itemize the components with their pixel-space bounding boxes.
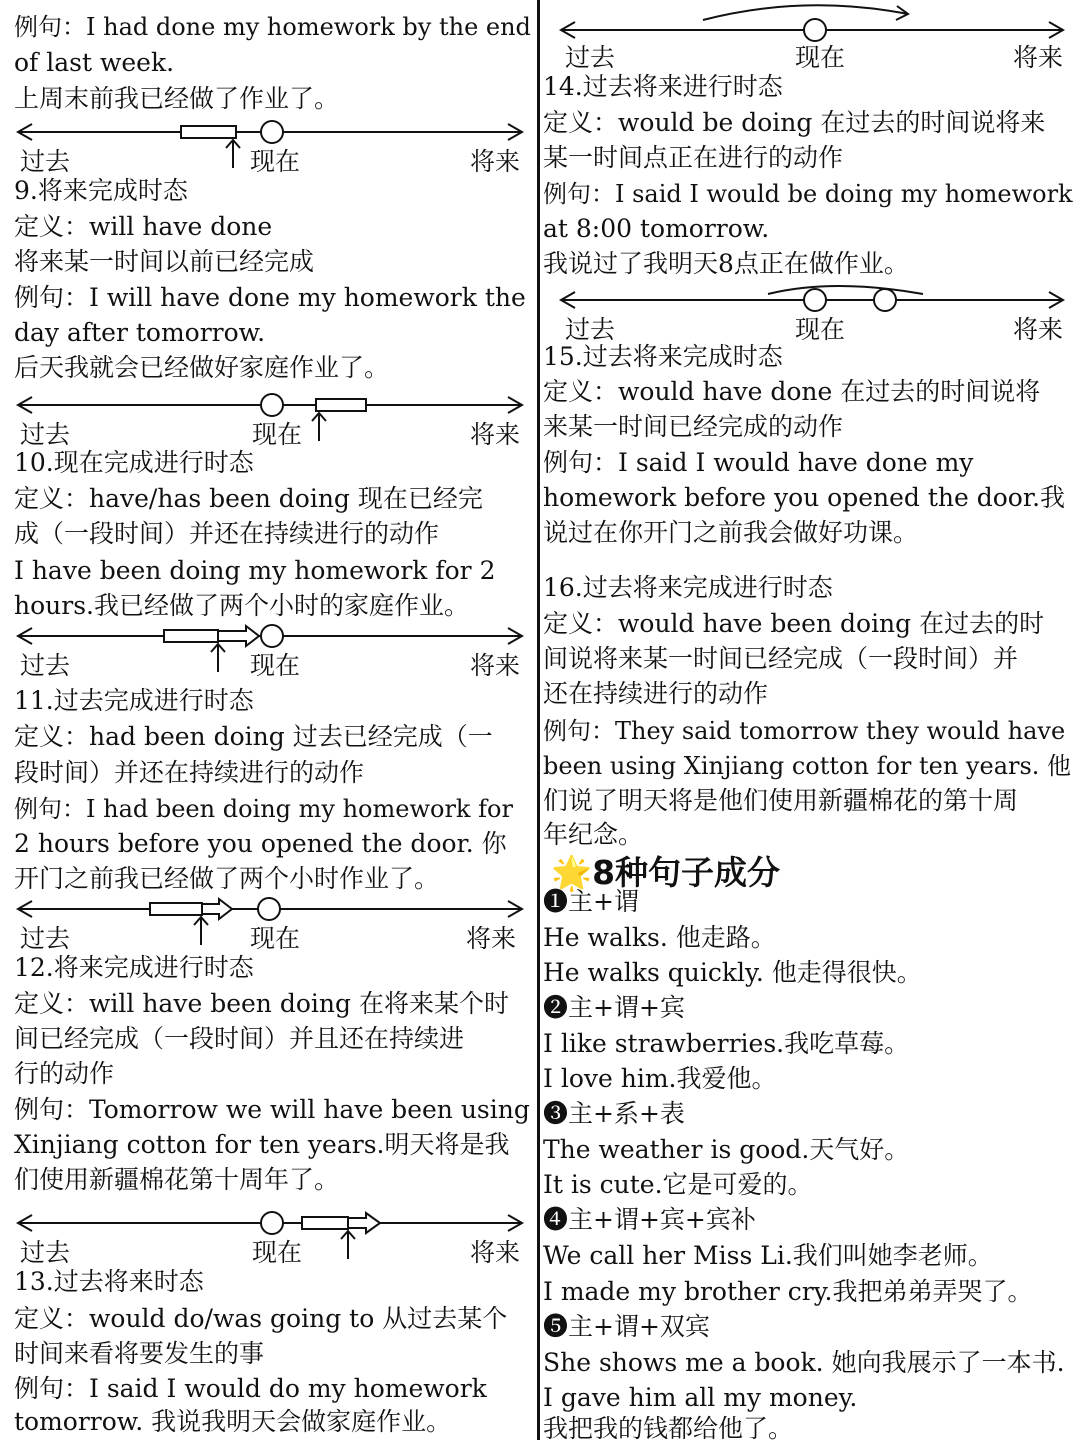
section-title: 16.过去将来完成进行时态 — [543, 573, 833, 602]
section-title: 13.过去将来时态 — [14, 1267, 204, 1296]
definition-line: 段时间）并还在持续进行的动作 — [14, 758, 365, 787]
definition-line: 定义：have/has been doing 现在已经完 — [14, 484, 483, 513]
translation-line: 后天我就会已经做好家庭作业了。 — [14, 353, 390, 382]
pattern-example: I gave him all my money. — [543, 1383, 858, 1412]
definition-line: 定义：had been doing 过去已经完成（一 — [14, 722, 493, 751]
translation-line: 说过在你开门之前我会做好功课。 — [543, 518, 919, 547]
timeline-present-perfect-continuous — [14, 620, 529, 690]
definition-line: 定义：would do/was going to 从过去某个 — [14, 1304, 508, 1333]
example-line: 2 hours before you opened the door. 你 — [14, 829, 507, 858]
timeline-past-future — [543, 0, 1064, 76]
example-line: hours.我已经做了两个小时的家庭作业。 — [14, 591, 469, 620]
pattern-title: ❷主+谓+宾 — [543, 993, 685, 1022]
timeline-label-future: 将来 — [470, 420, 521, 449]
example-line: 例句：I will have done my homework the — [14, 283, 526, 312]
timeline-label-future: 将来 — [1013, 315, 1064, 344]
column-divider — [537, 0, 540, 1440]
definition-line: 成（一段时间）并还在持续进行的动作 — [14, 519, 440, 548]
example-line: 例句：I said I would do my homework — [14, 1374, 487, 1403]
pattern-example: He walks quickly. 他走得很快。 — [543, 958, 922, 987]
translation-line: 们说了明天将是他们使用新疆棉花的第十周 — [543, 786, 1019, 815]
section-title: 12.将来完成进行时态 — [14, 953, 254, 982]
timeline-label-past: 过去 — [565, 43, 616, 72]
timeline-label-past: 过去 — [20, 1238, 71, 1267]
example-line: 例句：I had been doing my homework for — [14, 795, 513, 823]
example-line: homework before you opened the door.我 — [543, 483, 1066, 512]
definition-line: 定义：will have done — [14, 212, 273, 241]
section-title: 15.过去将来完成时态 — [543, 342, 783, 371]
definition-line: 将来某一时间以前已经完成 — [14, 247, 315, 276]
definition-line: 某一时间点正在进行的动作 — [543, 143, 844, 172]
pattern-example: 我把我的钱都给他了。 — [543, 1414, 794, 1443]
timeline-label-past: 过去 — [20, 147, 71, 176]
pattern-example: The weather is good.天气好。 — [543, 1135, 910, 1164]
translation-line: 上周末前我已经做了作业了。 — [14, 84, 340, 113]
example-line: Xinjiang cotton for ten years.明天将是我 — [14, 1130, 510, 1159]
timeline-label-present: 现在 — [250, 651, 301, 680]
timeline-label-past: 过去 — [565, 315, 616, 344]
translation-line: 开门之前我已经做了两个小时作业了。 — [14, 864, 440, 893]
translation-line: 年纪念。 — [543, 820, 644, 849]
timeline-label-future: 将来 — [466, 924, 517, 953]
example-line: 例句：I had done my homework by the end — [14, 13, 531, 41]
definition-line: 还在持续进行的动作 — [543, 679, 769, 708]
timeline-label-future: 将来 — [1013, 43, 1064, 72]
timeline-label-future: 将来 — [470, 147, 521, 176]
example-line: 例句：Tomorrow we will have been using — [14, 1095, 530, 1124]
timeline-past-future-continuous — [543, 276, 1064, 348]
example-line: day after tomorrow. — [14, 318, 266, 347]
pattern-example: He walks. 他走路。 — [543, 923, 776, 952]
timeline-label-present: 现在 — [250, 924, 301, 953]
section-title: 14.过去将来进行时态 — [543, 72, 783, 101]
pattern-title: ❹主+谓+宾+宾补 — [543, 1205, 756, 1234]
timeline-label-future: 将来 — [470, 651, 521, 680]
definition-line: 定义：would have done 在过去的时间说将 — [543, 377, 1041, 406]
pattern-title: ❸主+系+表 — [543, 1099, 685, 1128]
pattern-example: She shows me a book. 她向我展示了一本书. — [543, 1348, 1065, 1377]
timeline-label-present: 现在 — [252, 1238, 303, 1267]
heading-text: 8种句子成分 — [592, 853, 781, 892]
definition-line: 定义：would have been doing 在过去的时 — [543, 609, 1045, 638]
definition-line: 来某一时间已经完成的动作 — [543, 412, 844, 441]
timeline-label-present: 现在 — [250, 147, 301, 176]
definition-line: 时间来看将要发生的事 — [14, 1339, 265, 1368]
star-icon: 🌟 — [551, 853, 593, 892]
pattern-title: ❺主+谓+双宾 — [543, 1312, 710, 1341]
definition-line: 定义：would be doing 在过去的时间说将来 — [543, 108, 1046, 137]
timeline-label-present: 现在 — [252, 420, 303, 449]
timeline-label-past: 过去 — [20, 651, 71, 680]
example-line: tomorrow. 我说我明天会做家庭作业。 — [14, 1407, 452, 1436]
pattern-example: I like strawberries.我吃草莓。 — [543, 1029, 910, 1058]
pattern-example: I made my brother cry.我把弟弟弄哭了。 — [543, 1277, 1033, 1306]
timeline-label-past: 过去 — [20, 924, 71, 953]
pattern-example: It is cute.它是可爱的。 — [543, 1170, 813, 1199]
definition-line: 行的动作 — [14, 1059, 115, 1088]
example-line: at 8:00 tomorrow. — [543, 214, 770, 243]
timeline-label-future: 将来 — [470, 1238, 521, 1267]
pattern-title: ❶主+谓 — [543, 887, 639, 916]
definition-line: 间说将来某一时间已经完成（一段时间）并 — [543, 644, 1019, 673]
definition-line: 定义：will have been doing 在将来某个时 — [14, 989, 509, 1018]
timeline-label-present: 现在 — [795, 315, 846, 344]
translation-line: 们使用新疆棉花第十周年了。 — [14, 1165, 340, 1194]
translation-line: 我说过了我明天8点正在做作业。 — [543, 249, 909, 278]
pattern-example: We call her Miss Li.我们叫她李老师。 — [543, 1241, 993, 1270]
section-title: 9.将来完成时态 — [14, 176, 188, 205]
example-line: I have been doing my homework for 2 — [14, 556, 496, 585]
section-title: 11.过去完成进行时态 — [14, 686, 254, 715]
timeline-label-past: 过去 — [20, 420, 71, 449]
example-line: 例句：They said tomorrow they would have — [543, 717, 1066, 745]
example-line: been using Xinjiang cotton for ten years. 他 — [543, 752, 1072, 780]
section-title: 10.现在完成进行时态 — [14, 448, 254, 477]
pattern-example: I love him.我爱他。 — [543, 1064, 777, 1093]
example-line: 例句：I said I would be doing my homework — [543, 180, 1073, 208]
example-line: of last week. — [14, 48, 175, 77]
definition-line: 间已经完成（一段时间）并且还在持续进 — [14, 1024, 465, 1053]
timeline-label-present: 现在 — [795, 43, 846, 72]
example-line: 例句：I said I would have done my — [543, 448, 974, 477]
